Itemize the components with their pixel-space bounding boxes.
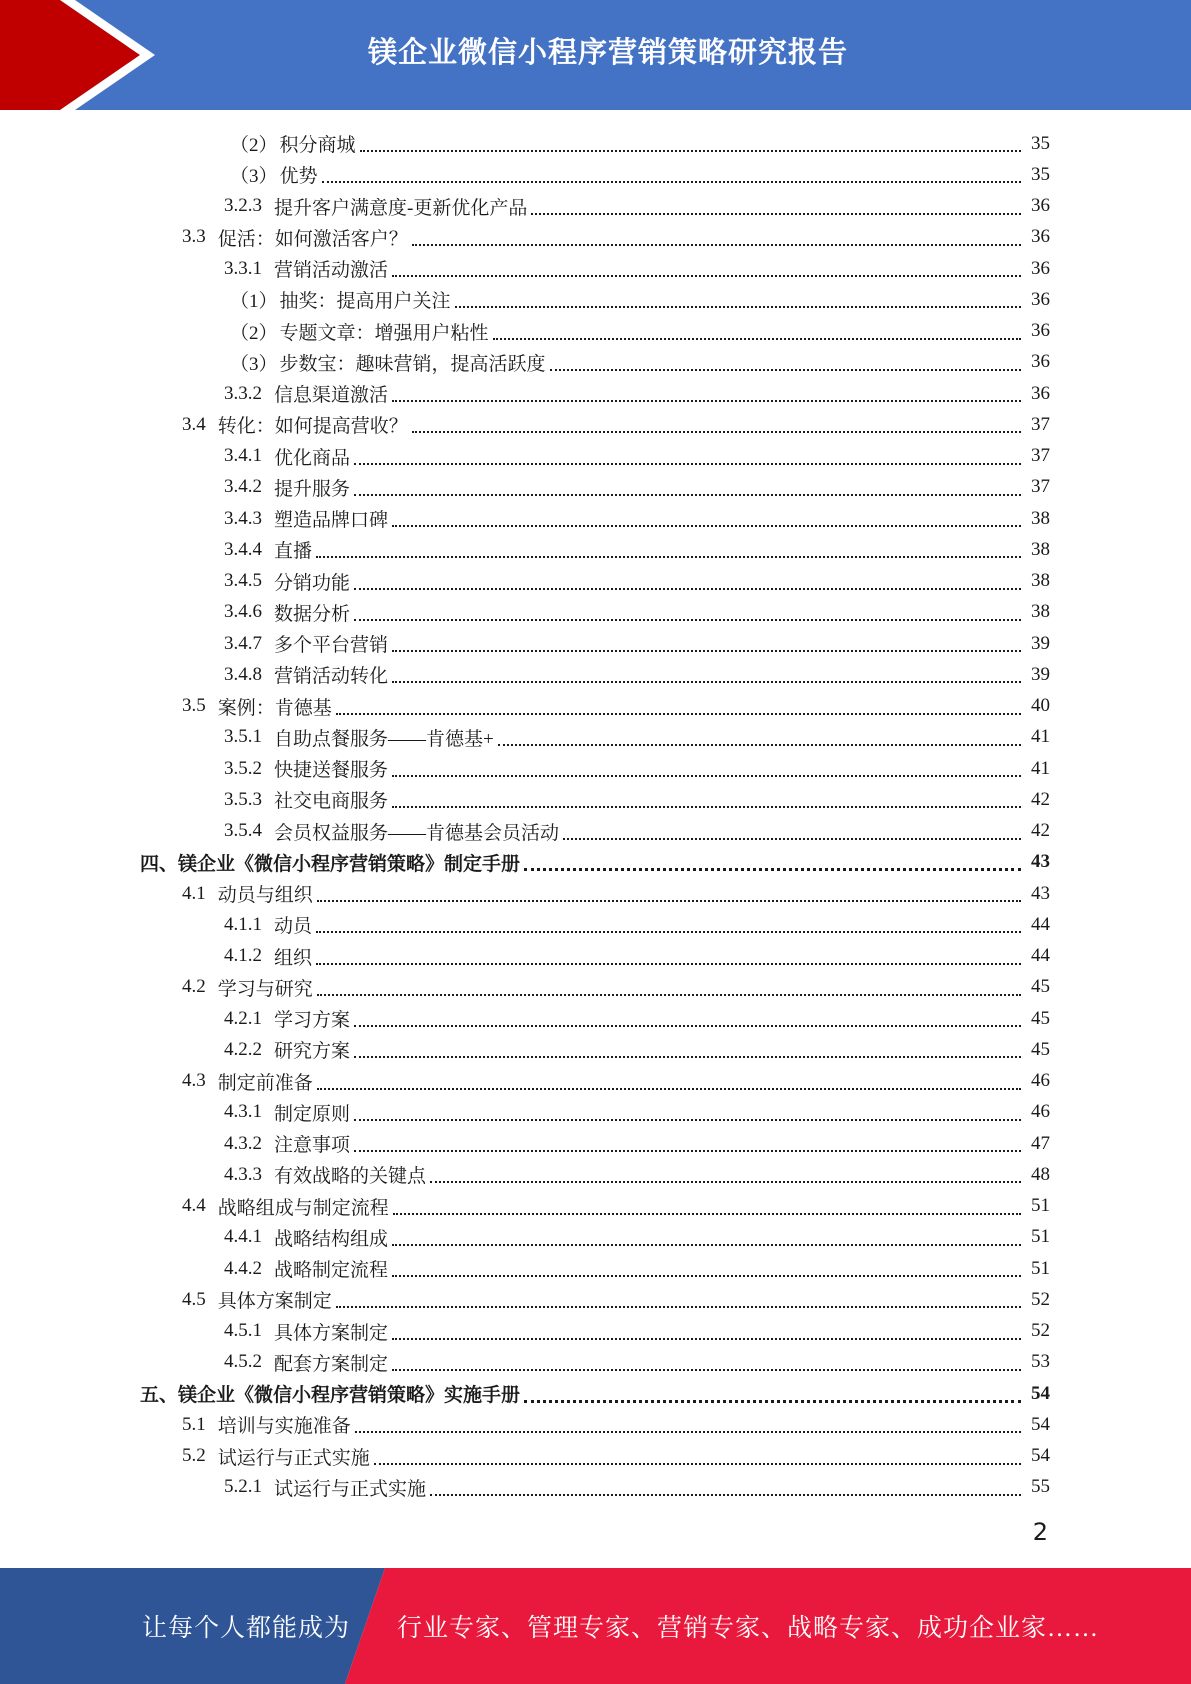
toc-entry[interactable]: [140, 566, 1050, 597]
toc-dot-leader: [354, 493, 1021, 496]
toc-entry-title: 社交电商服务: [274, 791, 389, 813]
toc-dot-leader: [412, 243, 1021, 246]
toc-dot-leader: [316, 962, 1021, 965]
toc-dot-leader: [336, 712, 1021, 715]
toc-entry-number: 五、: [140, 1385, 179, 1407]
toc-entry-title: 动员: [274, 916, 313, 938]
toc-dot-leader: [336, 1305, 1021, 1308]
toc-dot-leader: [392, 1368, 1021, 1371]
toc-entry[interactable]: [140, 1128, 1050, 1159]
toc-dot-leader: [374, 1462, 1021, 1465]
toc-entry-title: 试运行与正式实施: [274, 1478, 427, 1500]
toc-entry[interactable]: [140, 1066, 1050, 1097]
toc-entry-page: 38: [1031, 538, 1050, 560]
toc-entry-title: 镁企业《微信小程序营销策略》制定手册: [178, 853, 521, 875]
toc-entry[interactable]: [140, 628, 1050, 659]
toc-entry-page: 45: [1031, 1038, 1050, 1060]
toc-entry[interactable]: [140, 1191, 1050, 1222]
toc-dot-leader: [392, 805, 1021, 808]
toc-entry[interactable]: [140, 472, 1050, 503]
toc-entry-number: 4.1.1: [224, 913, 262, 935]
toc-entry[interactable]: [140, 347, 1050, 378]
toc-entry[interactable]: [140, 691, 1050, 722]
toc-entry-page: 46: [1031, 1070, 1050, 1092]
toc-dot-leader: [550, 368, 1021, 371]
toc-entry-title: 具体方案制定: [217, 1291, 332, 1313]
toc-dot-leader: [355, 1430, 1021, 1433]
toc-entry-title: 营销活动转化: [274, 666, 389, 688]
toc-entry-title: 优势: [279, 166, 318, 188]
toc-dot-leader: [392, 399, 1021, 402]
toc-entry[interactable]: [140, 1441, 1050, 1472]
toc-entry-number: 4.2.1: [224, 1007, 262, 1029]
toc-entry-number: 4.3.2: [224, 1132, 262, 1154]
toc-entry-title: 自助点餐服务——肯德基+: [274, 728, 494, 750]
toc-entry-page: 42: [1031, 788, 1050, 810]
toc-dot-leader: [354, 462, 1021, 465]
toc-entry-number: 4.3.1: [224, 1101, 262, 1123]
toc-entry-number: 4.5.1: [224, 1320, 262, 1342]
toc-entry[interactable]: [140, 128, 1050, 159]
toc-entry-number: 4.2: [182, 976, 206, 998]
toc-entry-number: 3.4.8: [224, 663, 262, 685]
toc-dot-leader: [316, 555, 1021, 558]
toc-entry-page: 37: [1031, 413, 1050, 435]
toc-entry-title: 培训与实施准备: [217, 1416, 351, 1438]
toc-entry-title: 战略组成与制定流程: [217, 1197, 389, 1219]
toc-entry[interactable]: [140, 847, 1050, 878]
toc-entry-number: 3.4.3: [224, 507, 262, 529]
toc-entry-title: 案例：肯德基: [217, 697, 332, 719]
toc-entry[interactable]: [140, 1159, 1050, 1190]
toc-entry-number: （1）: [230, 291, 278, 313]
toc-entry-number: 3.4.7: [224, 632, 262, 654]
toc-entry-title: 配套方案制定: [274, 1353, 389, 1375]
toc-entry-page: 46: [1031, 1101, 1050, 1123]
toc-entry[interactable]: [140, 253, 1050, 284]
toc-entry-title: 注意事项: [274, 1135, 351, 1157]
toc-entry-page: 51: [1031, 1257, 1050, 1279]
page-footer: [0, 1568, 1191, 1684]
toc-entry[interactable]: [140, 409, 1050, 440]
toc-entry-number: 3.5: [182, 695, 206, 717]
toc-entry[interactable]: [140, 378, 1050, 409]
toc-entry-page: 54: [1031, 1413, 1050, 1435]
toc-entry[interactable]: [140, 1472, 1050, 1503]
toc-entry-number: 5.2.1: [224, 1476, 262, 1498]
toc-entry-number: 四、: [140, 853, 179, 875]
toc-entry-number: 3.2.3: [224, 195, 262, 217]
toc-entry[interactable]: [140, 1034, 1050, 1065]
toc-entry-number: （3）: [230, 353, 278, 375]
toc-dot-leader: [430, 1180, 1021, 1183]
toc-entry-page: 47: [1031, 1132, 1050, 1154]
toc-entry-page: 40: [1031, 695, 1050, 717]
toc-entry-page: 36: [1031, 195, 1050, 217]
toc-dot-leader: [360, 149, 1021, 152]
toc-entry-page: 53: [1031, 1351, 1050, 1373]
toc-entry-title: 营销活动激活: [274, 260, 389, 282]
toc-entry[interactable]: [140, 941, 1050, 972]
page-number: 2: [1032, 1518, 1048, 1546]
toc-entry-number: 3.3.2: [224, 382, 262, 404]
toc-entry-page: 36: [1031, 226, 1050, 248]
toc-entry-number: 4.4: [182, 1195, 206, 1217]
toc-entry[interactable]: [140, 441, 1050, 472]
toc-entry-page: 44: [1031, 913, 1050, 935]
toc-dot-leader: [563, 837, 1021, 840]
toc-entry-page: 45: [1031, 1007, 1050, 1029]
toc-entry-number: 4.1.2: [224, 945, 262, 967]
toc-entry-title: 试运行与正式实施: [217, 1447, 370, 1469]
toc-entry-number: 3.3: [182, 226, 206, 248]
toc-entry-page: 39: [1031, 632, 1050, 654]
toc-dot-leader: [354, 1149, 1021, 1152]
toc-dot-leader: [322, 180, 1021, 183]
toc-entry-page: 36: [1031, 288, 1050, 310]
toc-entry-title: 镁企业《微信小程序营销策略》实施手册: [178, 1385, 521, 1407]
toc-entry[interactable]: [140, 191, 1050, 222]
page-header: [0, 0, 1191, 110]
toc-dot-leader: [412, 430, 1021, 433]
toc-entry[interactable]: [140, 1347, 1050, 1378]
toc-entry-number: 3.4.4: [224, 538, 262, 560]
toc-entry-title: 多个平台营销: [274, 635, 389, 657]
toc-dot-leader: [317, 1087, 1021, 1090]
toc-entry-number: 5.2: [182, 1445, 206, 1467]
toc-entry-title: 学习与研究: [217, 978, 313, 1000]
toc-entry-number: 3.4.6: [224, 601, 262, 623]
toc-entry-number: 4.5: [182, 1288, 206, 1310]
toc-entry[interactable]: [140, 909, 1050, 940]
toc-entry-number: （3）: [230, 166, 278, 188]
toc-dot-leader: [455, 305, 1021, 308]
toc-entry-title: 研究方案: [274, 1041, 351, 1063]
toc-entry-page: 43: [1031, 851, 1050, 873]
toc-entry[interactable]: [140, 1253, 1050, 1284]
toc-dot-leader: [392, 649, 1021, 652]
toc-entry[interactable]: [140, 1409, 1050, 1440]
toc-entry-page: 45: [1031, 976, 1050, 998]
toc-entry-number: 3.5.1: [224, 726, 262, 748]
toc-dot-leader: [392, 774, 1021, 777]
toc-entry-page: 41: [1031, 726, 1050, 748]
toc-dot-leader: [317, 899, 1021, 902]
toc-entry-number: 4.2.2: [224, 1038, 262, 1060]
toc-entry[interactable]: [140, 659, 1050, 690]
toc-entry-title: 具体方案制定: [274, 1322, 389, 1344]
toc-entry-page: 35: [1031, 132, 1050, 154]
table-of-contents: [140, 128, 1050, 1503]
toc-entry-number: （2）: [230, 135, 278, 157]
toc-entry[interactable]: [140, 753, 1050, 784]
toc-dot-leader: [493, 337, 1021, 340]
toc-dot-leader: [317, 993, 1021, 996]
toc-entry[interactable]: [140, 1378, 1050, 1409]
toc-dot-leader: [392, 680, 1021, 683]
toc-entry[interactable]: [140, 722, 1050, 753]
toc-entry-title: 组织: [274, 947, 313, 969]
toc-entry-page: 51: [1031, 1226, 1050, 1248]
toc-entry-number: 4.1: [182, 882, 206, 904]
toc-entry-title: 分销功能: [274, 572, 351, 594]
toc-entry-page: 36: [1031, 382, 1050, 404]
footer-slogan-right: 行业专家、管理专家、营销专家、战略专家、成功企业家……: [397, 1615, 1100, 1642]
toc-entry-title: 专题文章：增强用户粘性: [279, 322, 489, 344]
toc-entry-number: 4.3.3: [224, 1163, 262, 1185]
toc-entry-number: 3.4: [182, 413, 206, 435]
toc-dot-leader: [524, 867, 1021, 871]
toc-entry-page: 36: [1031, 320, 1050, 342]
toc-entry[interactable]: [140, 316, 1050, 347]
toc-entry-title: 信息渠道激活: [274, 385, 389, 407]
toc-dot-leader: [392, 274, 1021, 277]
toc-entry-title: 抽奖：提高用户关注: [279, 291, 451, 313]
toc-entry-page: 39: [1031, 663, 1050, 685]
toc-entry-title: 制定原则: [274, 1103, 351, 1125]
toc-entry[interactable]: [140, 1097, 1050, 1128]
toc-entry-number: 5.1: [182, 1413, 206, 1435]
toc-dot-leader: [354, 1118, 1021, 1121]
toc-entry-number: 3.4.5: [224, 570, 262, 592]
toc-entry[interactable]: [140, 784, 1050, 815]
toc-entry[interactable]: [140, 1003, 1050, 1034]
toc-entry-page: 36: [1031, 351, 1050, 373]
toc-entry-page: 38: [1031, 570, 1050, 592]
toc-entry-number: 4.4.2: [224, 1257, 262, 1279]
toc-entry[interactable]: [140, 972, 1050, 1003]
toc-dot-leader: [316, 930, 1021, 933]
toc-dot-leader: [354, 618, 1021, 621]
toc-dot-leader: [354, 1024, 1021, 1027]
toc-entry[interactable]: [140, 878, 1050, 909]
toc-dot-leader: [498, 743, 1021, 746]
toc-dot-leader: [524, 1399, 1021, 1403]
toc-entry-number: 3.3.1: [224, 257, 262, 279]
toc-entry-title: 塑造品牌口碑: [274, 510, 389, 532]
toc-entry-page: 35: [1031, 163, 1050, 185]
toc-entry[interactable]: [140, 534, 1050, 565]
toc-entry[interactable]: [140, 503, 1050, 534]
toc-entry-title: 战略结构组成: [274, 1228, 389, 1250]
footer-slogan-left: 让每个人都能成为: [142, 1615, 351, 1642]
toc-entry-page: 42: [1031, 820, 1050, 842]
toc-entry[interactable]: [140, 1316, 1050, 1347]
toc-entry-number: 3.5.2: [224, 757, 262, 779]
toc-entry-number: 3.5.4: [224, 820, 262, 842]
toc-entry-title: 优化商品: [274, 447, 351, 469]
toc-entry-page: 54: [1031, 1382, 1050, 1404]
toc-entry-number: 3.5.3: [224, 788, 262, 810]
toc-entry[interactable]: [140, 284, 1050, 315]
toc-entry-title: 有效战略的关键点: [274, 1166, 427, 1188]
toc-entry-page: 55: [1031, 1476, 1050, 1498]
toc-entry-number: 3.4.2: [224, 476, 262, 498]
toc-entry-title: 直播: [274, 541, 313, 563]
toc-entry-title: 促活：如何激活客户？: [217, 228, 408, 250]
toc-entry-title: 积分商城: [279, 135, 356, 157]
toc-entry-number: 4.4.1: [224, 1226, 262, 1248]
toc-entry[interactable]: [140, 222, 1050, 253]
toc-dot-leader: [392, 1337, 1021, 1340]
toc-entry-title: 提升服务: [274, 478, 351, 500]
toc-entry-page: 54: [1031, 1445, 1050, 1467]
toc-entry-page: 52: [1031, 1288, 1050, 1310]
toc-entry-title: 提升客户满意度-更新优化产品: [274, 197, 528, 219]
document-title: 镁企业微信小程序营销策略研究报告: [367, 34, 848, 69]
toc-entry[interactable]: [140, 597, 1050, 628]
toc-entry-title: 会员权益服务——肯德基会员活动: [274, 822, 560, 844]
toc-entry[interactable]: [140, 1284, 1050, 1315]
toc-entry-title: 战略制定流程: [274, 1260, 389, 1282]
toc-dot-leader: [354, 587, 1021, 590]
toc-dot-leader: [430, 1493, 1021, 1496]
toc-entry-title: 数据分析: [274, 603, 351, 625]
toc-dot-leader: [392, 1243, 1021, 1246]
toc-entry-title: 动员与组织: [217, 885, 313, 907]
toc-entry-title: 制定前准备: [217, 1072, 313, 1094]
toc-entry-title: 步数宝：趣味营销，提高活跃度: [279, 353, 546, 375]
toc-dot-leader: [392, 524, 1021, 527]
toc-dot-leader: [393, 1212, 1021, 1215]
toc-entry-page: 37: [1031, 476, 1050, 498]
toc-entry-page: 36: [1031, 257, 1050, 279]
toc-entry-number: （2）: [230, 322, 278, 344]
toc-entry-page: 41: [1031, 757, 1050, 779]
toc-entry-title: 快捷送餐服务: [274, 760, 389, 782]
toc-entry-number: 4.3: [182, 1070, 206, 1092]
toc-entry-number: 3.4.1: [224, 445, 262, 467]
toc-entry-page: 51: [1031, 1195, 1050, 1217]
toc-entry-page: 38: [1031, 507, 1050, 529]
toc-entry-page: 43: [1031, 882, 1050, 904]
toc-entry-title: 转化：如何提高营收？: [217, 416, 408, 438]
toc-entry-number: 4.5.2: [224, 1351, 262, 1373]
toc-dot-leader: [531, 212, 1021, 215]
toc-entry[interactable]: [140, 159, 1050, 190]
toc-entry-page: 48: [1031, 1163, 1050, 1185]
toc-dot-leader: [354, 1055, 1021, 1058]
toc-entry[interactable]: [140, 816, 1050, 847]
toc-entry-page: 52: [1031, 1320, 1050, 1342]
toc-entry-page: 38: [1031, 601, 1050, 623]
toc-entry-page: 37: [1031, 445, 1050, 467]
toc-entry[interactable]: [140, 1222, 1050, 1253]
toc-dot-leader: [392, 1274, 1021, 1277]
toc-entry-page: 44: [1031, 945, 1050, 967]
toc-entry-title: 学习方案: [274, 1010, 351, 1032]
